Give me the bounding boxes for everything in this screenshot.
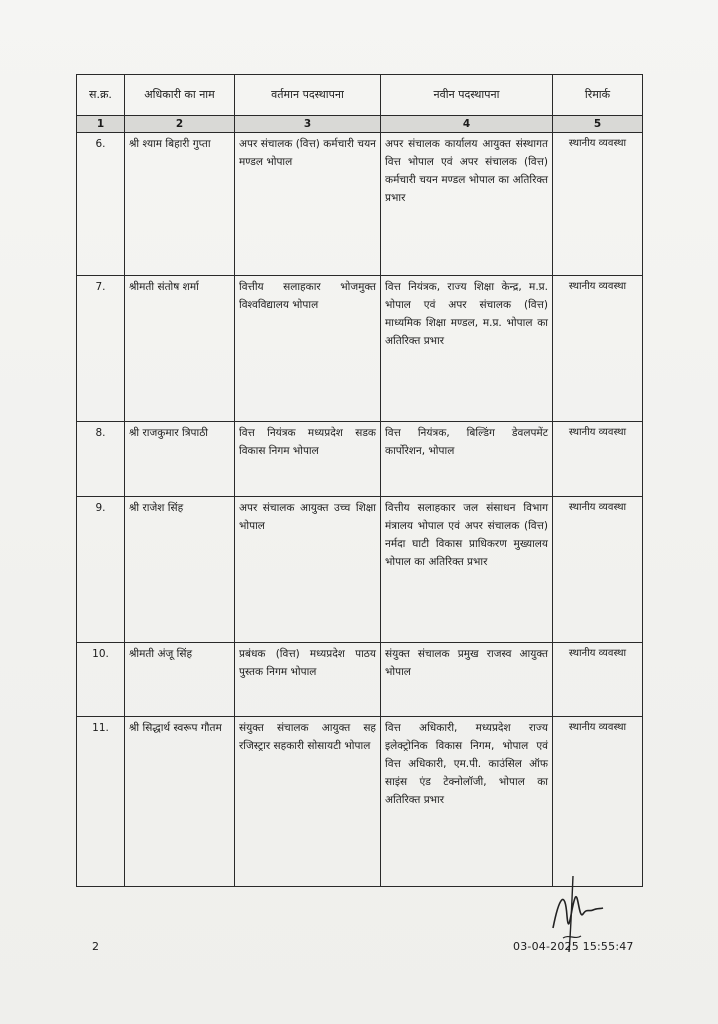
transfer-table (76, 74, 643, 887)
row-officer-name: श्री सिद्धार्थ स्वरूप गौतम (125, 717, 235, 887)
row-remark: स्थानीय व्यवस्था (553, 276, 643, 422)
row-remark: स्थानीय व्यवस्था (553, 133, 643, 276)
col-number: 2 (125, 116, 235, 133)
row-new-posting: वित्तीय सलाहकार जल संसाधन विभाग मंत्रालय भोपाल एवं अपर संचालक (वित्त) नर्मदा घाटी विकास प्राधिकरण मुख्यालय भोपाल का अतिरिक्त प्रभार (381, 497, 553, 643)
page-number: 2 (92, 940, 99, 953)
header-current-posting: वर्तमान पदस्थापना (235, 75, 381, 116)
row-officer-name: श्री राजेश सिंह (125, 497, 235, 643)
row-sno: 10. (77, 643, 125, 717)
header-row (77, 75, 643, 116)
row-officer-name: श्री राजकुमार त्रिपाठी (125, 422, 235, 497)
row-new-posting: अपर संचालक कार्यालय आयुक्त संस्थागत वित्त भोपाल एवं अपर संचालक (वित्त) कर्मचारी चयन मण्डल भोपाल का अतिरिक्त प्रभार (381, 133, 553, 276)
row-current-posting: संयुक्त संचालक आयुक्त सह रजिस्ट्रार सहकारी सोसायटी भोपाल (235, 717, 381, 887)
row-new-posting: संयुक्त संचालक प्रमुख राजस्व आयुक्त भोपाल (381, 643, 553, 717)
header-officer-name: अधिकारी का नाम (125, 75, 235, 116)
row-current-posting: वित्तीय सलाहकार भोजमुक्त विश्वविद्यालय भोपाल (235, 276, 381, 422)
col-number: 1 (77, 116, 125, 133)
row-new-posting: वित्त अधिकारी, मध्यप्रदेश राज्य इलेक्ट्रोनिक विकास निगम, भोपाल एवं वित्त अधिकारी, एम.पी. काउंसिल ऑफ साइंस एंड टेक्नोलॉजी, भोपाल का अतिरिक्त प्रभार (381, 717, 553, 887)
table-row (77, 717, 643, 887)
table-row (77, 422, 643, 497)
table-row (77, 276, 643, 422)
table-row (77, 643, 643, 717)
row-sno: 8. (77, 422, 125, 497)
table-row (77, 133, 643, 276)
col-number: 3 (235, 116, 381, 133)
row-current-posting: प्रबंधक (वित्त) मध्यप्रदेश पाठय पुस्तक निगम भोपाल (235, 643, 381, 717)
row-remark: स्थानीय व्यवस्था (553, 643, 643, 717)
row-officer-name: श्रीमती संतोष शर्मा (125, 276, 235, 422)
row-current-posting: अपर संचालक (वित्त) कर्मचारी चयन मण्डल भोपाल (235, 133, 381, 276)
row-new-posting: वित्त नियंत्रक, राज्य शिक्षा केन्द्र, म.प्र. भोपाल एवं अपर संचालक (वित्त) माध्यमिक शिक्षा मण्डल, म.प्र. भोपाल का अतिरिक्त प्रभार (381, 276, 553, 422)
row-current-posting: वित्त नियंत्रक मध्यप्रदेश सडक विकास निगम भोपाल (235, 422, 381, 497)
row-officer-name: श्री श्याम बिहारी गुप्ता (125, 133, 235, 276)
row-remark: स्थानीय व्यवस्था (553, 497, 643, 643)
row-sno: 11. (77, 717, 125, 887)
row-officer-name: श्रीमती अंजू सिंह (125, 643, 235, 717)
header-new-posting: नवीन पदस्थापना (381, 75, 553, 116)
row-new-posting: वित्त नियंत्रक, बिल्डिंग डेवलपमेंट कार्पोरेशन, भोपाल (381, 422, 553, 497)
row-sno: 9. (77, 497, 125, 643)
header-sno: स.क्र. (77, 75, 125, 116)
col-number: 5 (553, 116, 643, 133)
row-current-posting: अपर संचालक आयुक्त उच्च शिक्षा भोपाल (235, 497, 381, 643)
timestamp: 03-04-2025 15:55:47 (513, 940, 634, 953)
row-sno: 7. (77, 276, 125, 422)
row-sno: 6. (77, 133, 125, 276)
column-number-row (77, 116, 643, 133)
row-remark: स्थानीय व्यवस्था (553, 717, 643, 887)
row-remark: स्थानीय व्यवस्था (553, 422, 643, 497)
col-number: 4 (381, 116, 553, 133)
header-remark: रिमार्क (553, 75, 643, 116)
table-row (77, 497, 643, 643)
